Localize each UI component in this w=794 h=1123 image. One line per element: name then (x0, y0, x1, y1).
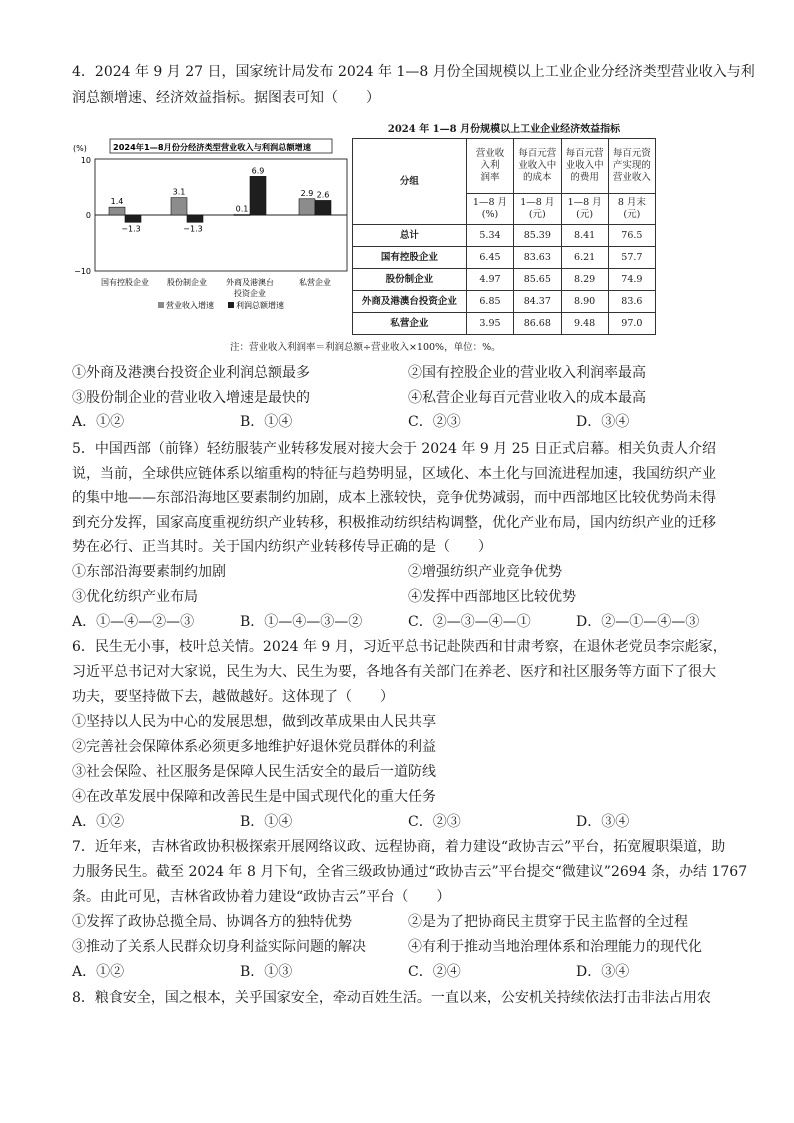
q6-choice-b[interactable]: B．①④ (240, 814, 293, 830)
table-row (353, 269, 656, 291)
q7-choice-c[interactable]: C．②④ (408, 964, 461, 980)
column-subheader: 8 月末 (元) (608, 194, 655, 225)
q6-option-1: ①坚持以人民为中心的发展思想，做到改革成果由人民共享 (72, 714, 436, 730)
table-cell: 76.5 (608, 225, 655, 247)
q7-stem-line: 条。由此可见，吉林省政协着力建设“政协吉云”平台（ ） (72, 889, 451, 905)
profit-growth-bar (250, 176, 266, 215)
bar-value-label: 3.1 (172, 187, 186, 197)
bar-group (109, 166, 331, 233)
row-group-label: 股份制企业 (353, 269, 467, 291)
table-cell: 57.7 (608, 247, 655, 269)
bar-value-label: −1.3 (183, 224, 203, 234)
chart-legend (158, 300, 284, 310)
bar-value-label: 1.4 (110, 197, 124, 207)
category-label: 投资企业 (234, 289, 266, 298)
table-row (353, 291, 656, 313)
revenue-growth-bar (171, 198, 187, 215)
table-cell: 8.29 (561, 269, 608, 291)
table-cell: 6.21 (561, 247, 608, 269)
revenue-growth-bar (234, 214, 250, 215)
bar-value-label: 2.6 (316, 190, 330, 200)
q8-stem-line: 8．粮食安全，国之根本，关乎国家安全，牵动百姓生活。一直以来，公安机关持续依法打击非法占用农 (72, 990, 711, 1006)
category-label: 国有控股企业 (101, 278, 149, 287)
table-cell: 4.97 (466, 269, 513, 291)
q4-option-2: ②国有控股企业的营业收入利润率最高 (408, 365, 646, 381)
y-tick-label: 0 (85, 211, 91, 220)
q7-option-2: ②是为了把协商民主贯穿于民主监督的全过程 (408, 914, 688, 930)
bar-value-label: 6.9 (251, 166, 265, 176)
table-cell: 85.65 (514, 269, 561, 291)
column-header: 每百元营 业收入中 的成本 (514, 139, 561, 194)
table-cell: 8.41 (561, 225, 608, 247)
revenue-growth-bar (299, 199, 315, 215)
q7-option-3: ③推动了关系人民群众切身利益实际问题的解决 (72, 939, 366, 955)
q6-option-2: ②完善社会保障体系必须更多地维护好退休党员群体的利益 (72, 739, 436, 755)
table-cell: 5.34 (466, 225, 513, 247)
profit-growth-bar (187, 215, 203, 222)
table-title: 2024 年 1—8 月份规模以上工业企业经济效益指标 (387, 124, 621, 135)
table-header-row (353, 139, 656, 194)
q7-option-4: ④有利于推动当地治理体系和治理能力的现代化 (408, 939, 702, 955)
q6-choice-d[interactable]: D．③④ (576, 814, 630, 830)
table-row (353, 247, 656, 269)
q5-stem-line: 势在必行、正当其时。关于国内纺织产业转移传导正确的是（ ） (72, 539, 492, 555)
table-cell: 8.90 (561, 291, 608, 313)
q5-choice-d[interactable]: D．②—①—④—③ (576, 614, 700, 630)
legend-swatch-profit (228, 302, 234, 308)
legend-label-revenue: 营业收入增速 (166, 301, 214, 310)
profit-growth-bar (125, 215, 141, 222)
q7-stem-line: 7．近年来，吉林省政协积极探索开展网络议政、远程协商，着力建设“政协吉云”平台，拓宽履职渠道，助 (72, 839, 726, 855)
q4-stem-line: 润总额增速、经济效益指标。据图表可知（ ） (72, 90, 380, 106)
q5-option-3: ③优化纺织产业布局 (72, 589, 198, 605)
q5-choice-b[interactable]: B．①—④—③—② (240, 614, 363, 630)
q4-option-3: ③股份制企业的营业收入增速是最快的 (72, 390, 310, 406)
revenue-growth-bar (109, 207, 125, 215)
column-subheader: 1—8 月 (%) (466, 194, 513, 225)
economic-indicators-table (352, 138, 656, 335)
q5-stem-line: 到充分发挥，国家高度重视纺织产业转移，积极推动纺织结构调整，优化产业布局，国内纺织产业的迁移 (72, 515, 716, 531)
table-cell: 85.39 (514, 225, 561, 247)
q7-stem-line: 力服务民生。截至 2024 年 8 月下旬，全省三级政协通过“政协吉云”平台提交“微建议”2694 条，办结 1767 (72, 864, 748, 880)
table-cell: 6.85 (466, 291, 513, 313)
row-group-label: 总计 (353, 225, 467, 247)
q6-option-3: ③社会保险、社区服务是保障人民生活安全的最后一道防线 (72, 764, 436, 780)
q7-choice-a[interactable]: A．①② (72, 964, 125, 980)
table-note: 注：营业收入利润率＝利润总额÷营业收入×100%，单位：%。 (230, 342, 501, 353)
q7-option-1: ①发挥了政协总揽全局、协调各方的独特优势 (72, 914, 352, 930)
category-labels (101, 277, 331, 298)
table-body (353, 139, 656, 335)
q6-choice-c[interactable]: C．②③ (408, 814, 461, 830)
q4-option-1: ①外商及港澳台投资企业利润总额最多 (72, 365, 310, 381)
y-axis-unit: (%) (73, 144, 87, 153)
q4-choice-a[interactable]: A．①② (72, 414, 125, 430)
q4-stem-line: 4．2024 年 9 月 27 日，国家统计局发布 2024 年 1—8 月份全国规模以上工业企业分经济类型营业收入与利 (72, 64, 755, 80)
row-group-label: 私营企业 (353, 313, 467, 335)
legend-swatch-revenue (158, 302, 164, 308)
group-header: 分组 (353, 139, 467, 225)
table-cell: 84.37 (514, 291, 561, 313)
q5-stem-line: 5．中国西部（前锋）轻纺服装产业转移发展对接大会于 2024 年 9 月 25 日正式启幕。相关负责人介绍 (72, 441, 716, 457)
column-header: 每百元资 产实现的 营业收入 (608, 139, 655, 194)
chart-title: 2024年1—8月份分经济类型营业收入与利润总额增速 (113, 142, 311, 152)
column-header: 营业收 入利 润率 (466, 139, 513, 194)
q5-choice-a[interactable]: A．①—④—②—③ (72, 614, 195, 630)
q7-choice-d[interactable]: D．③④ (576, 964, 630, 980)
q6-stem-line: 6．民生无小事，枝叶总关情。2024 年 9 月，习近平总书记赴陕西和甘肃考察，在退休老党员李宗彪家， (72, 639, 727, 655)
row-group-label: 外商及港澳台投资企业 (353, 291, 467, 313)
category-label: 股份制企业 (167, 278, 207, 287)
q5-choice-c[interactable]: C．②—③—④—① (408, 614, 531, 630)
table-cell: 9.48 (561, 313, 608, 335)
table-cell: 86.68 (514, 313, 561, 335)
row-group-label: 国有控股企业 (353, 247, 467, 269)
q4-choice-c[interactable]: C．②③ (408, 414, 461, 430)
q4-choice-d[interactable]: D．③④ (576, 414, 630, 430)
column-subheader: 1—8 月 (元) (561, 194, 608, 225)
category-label: 私营企业 (299, 278, 331, 287)
profit-growth-bar (315, 200, 331, 215)
bar-chart (72, 138, 348, 330)
column-header: 每百元营 业收入中 的费用 (561, 139, 608, 194)
bar-value-label: −1.3 (121, 224, 141, 234)
q5-option-2: ②增强纺织产业竞争优势 (408, 564, 562, 580)
q6-stem-line: 习近平总书记对大家说，民生为大、民生为要，各地各有关部门在养老、医疗和社区服务等方面下了很大 (72, 664, 716, 680)
y-tick-label: 10 (80, 156, 91, 165)
category-label: 外商及港澳台 (226, 278, 274, 287)
q6-option-4: ④在改革发展中保障和改善民生是中国式现代化的重大任务 (72, 789, 436, 805)
y-tick-label: −10 (74, 267, 91, 276)
q5-option-4: ④发挥中西部地区比较优势 (408, 589, 576, 605)
q6-choice-a[interactable]: A．①② (72, 814, 125, 830)
table-cell: 83.6 (608, 291, 655, 313)
bar-value-label: 2.9 (300, 188, 314, 198)
q5-stem-line: 说，当前，全球供应链体系以缩重构的特征与趋势明显，区域化、本土化与回流进程加速，我国纺织产业 (72, 466, 716, 482)
column-subheader: 1—8 月 (元) (514, 194, 561, 225)
table-row (353, 313, 656, 335)
table-cell: 97.0 (608, 313, 655, 335)
table-cell: 3.95 (466, 313, 513, 335)
table-cell: 83.63 (514, 247, 561, 269)
legend-label-profit: 利润总额增速 (236, 301, 284, 310)
bar-value-label: 0.1 (235, 204, 249, 214)
q6-stem-line: 功夫，要坚持做下去，越做越好。这体现了（ ） (72, 689, 394, 705)
table-row (353, 225, 656, 247)
q7-choice-b[interactable]: B．①③ (240, 964, 293, 980)
q5-stem-line: 的集中地——东部沿海地区要素制约加剧，成本上涨较快，竞争优势减弱，而中西部地区比较优势尚未得 (72, 490, 716, 506)
table-cell: 74.9 (608, 269, 655, 291)
table-cell: 6.45 (466, 247, 513, 269)
q4-option-4: ④私营企业每百元营业收入的成本最高 (408, 390, 646, 406)
q5-option-1: ①东部沿海要素制约加剧 (72, 564, 226, 580)
q4-choice-b[interactable]: B．①④ (240, 414, 293, 430)
